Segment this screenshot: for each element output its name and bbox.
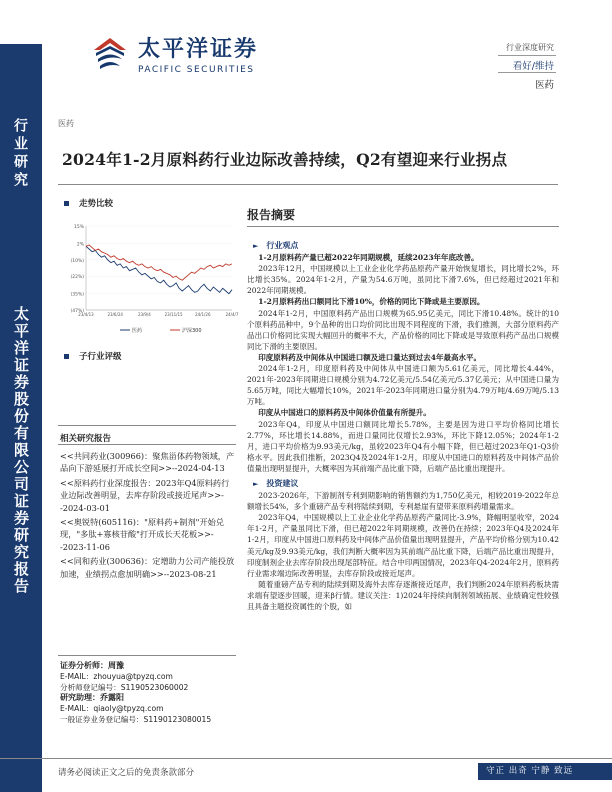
- summary-paragraph: 2024年1-2月，中国原料药产品出口规模为65.95亿美元，同比下滑10.48%。统计的10个原料药品种中，9个品种的出口均价同比出现不同程度的下滑，我们推测，大部分原料药产品出口价格同比实现大幅回升的概率不大，产品价格的同比下降或是导致原料药产品出口规模同比下滑的主要原因。: [247, 308, 559, 351]
- title-divider: [58, 184, 558, 185]
- footer-slogan: 守正 出奇 宁静 致远: [478, 763, 612, 780]
- assistant-email[interactable]: E-MAIL：qiaoly@tpyzq.com: [60, 704, 164, 714]
- related-report-item[interactable]: <<同和药业(300636)：定增助力公司产能投放加速，业绩拐点愈加明确>>--2023-08-21: [60, 556, 235, 579]
- y-tick-label: (35%): [70, 292, 84, 298]
- section-industry-view: ► 行业观点: [253, 240, 299, 250]
- brand-logo: [90, 32, 258, 75]
- assistant-name: 乔露阳: [100, 693, 124, 703]
- analyst-divider: [58, 655, 236, 656]
- summary-highlight: 1-2月原料药出口额同比下滑10%，价格的同比下降或是主要原因。: [258, 297, 485, 307]
- analyst-name: 周豫: [108, 661, 124, 670]
- assistant-cert: 一般证券业务登记编号：S1190123080015: [60, 714, 212, 724]
- x-tick-label: 24/4/7: [225, 312, 239, 317]
- sector-label: 医药: [58, 119, 74, 128]
- y-tick-label: (10%): [70, 258, 84, 264]
- summary-divider: [247, 226, 559, 227]
- logo-emblem-icon: [90, 36, 130, 72]
- series-line-沪深300: [86, 245, 232, 280]
- section-investment-advice: ► 投资建议: [253, 477, 299, 488]
- header-divider: [498, 55, 556, 56]
- analyst-cert: 分析师登记编号：S1190523060002: [60, 682, 189, 692]
- side-band: [0, 44, 42, 792]
- summary-paragraph: 2023年Q4，印度从中国进口额同比增长5.78%，主要是因为进口平均价格同比增长2.77%，环比增长14.88%，而进口量同比仅增长2.93%，环比下降12.05%；2024年1-2月，进口平均价格为9.93美元/kg，虽较2023年Q4有小幅下降，但已超过2023年Q1-Q3价格水平。因此我们推断，2023Q4及2024年1-2月，印度从中国进口的原料药及中间体产品价值量出现明显提升，大概率因为其前端产品比重下降，后端产品比重出现提升。: [247, 419, 559, 473]
- triangle-bullet-icon: ►: [253, 478, 259, 488]
- rating-heading: 子行业评级: [64, 350, 122, 362]
- y-tick-label: 2%: [76, 242, 84, 248]
- related-reports-list: [60, 450, 236, 582]
- side-category: 行业研究: [12, 118, 28, 190]
- footer-disclaimer: 请务必阅读正文之后的免责条款部分: [58, 768, 195, 778]
- analyst-block: 证券分析师：周豫 E-MAIL：zhouyua@tpyzq.com 分析师登记编号：S1190523060002 研究助理：乔露阳 E-MAIL：qiaoly@tpyzq.com 一般证券业务登记编号：S1190123080015: [60, 661, 240, 726]
- related-report-item[interactable]: <<共同药业(300966)：聚焦甾体药物领域，产品向下游延展打开成长空间>>--2024-04-13: [60, 451, 235, 474]
- header-divider: [498, 72, 556, 73]
- legend-label: 沪深300: [182, 327, 202, 334]
- summary-highlight: 1-2月原料药产量已超2022年同期规模，延续2023年年底改善。: [258, 253, 479, 263]
- summary-paragraph: 2023年12月，中国规模以上工业企业化学药品原药产量开始恢复增长，同比增长2%，环比增长35%。2024年1-2月，产量为54.6万吨，虽同比下滑7.6%，但已经超过2021年和2022年同期规模。: [247, 264, 559, 296]
- footer-divider: [0, 758, 612, 759]
- chart-heading: 走势比较: [64, 197, 113, 209]
- related-divider-top: [58, 425, 236, 426]
- trend-chart: [60, 218, 240, 340]
- summary-highlight: 印度原料药及中间体从中国进口额及进口量达到过去4年最高水平。: [258, 352, 481, 362]
- triangle-bullet-icon: ►: [253, 241, 259, 250]
- x-tick-label: 23/6/24: [107, 312, 123, 317]
- summary-paragraph: 2023-2026年，下游制剂专利到期影响的销售额约为1,750亿美元，相较2019-2022年总额增长54%，多个重磅产品专利将陆续到期，专利悬崖有望带来原料药增量需求。: [247, 491, 559, 512]
- page-title: 2024年1-2月原料药行业边际改善持续，Q2有望迎来行业拐点: [62, 150, 508, 169]
- sector-badge: 医药: [534, 80, 554, 91]
- square-bullet-icon: [64, 354, 69, 359]
- summary-body: [247, 240, 559, 612]
- analyst-email[interactable]: E-MAIL：zhouyua@tpyzq.com: [60, 671, 173, 681]
- related-report-item[interactable]: <<原料药行业深度报告：2023年Q4原料药行业边际改善明显，去库存阶段或接近尾声>>--2024-03-01: [60, 477, 230, 513]
- summary-highlight: 印度从中国进口的原料药及中间体价值量有所提升。: [258, 408, 431, 418]
- x-tick-label: 23/11/15: [164, 312, 183, 317]
- related-divider: [58, 444, 236, 445]
- related-report-item[interactable]: <<奥锐特(605116)："原料药+制剂"开始兑现，"多肽+寡核苷酸"打开成长天花板>>--2023-11-06: [60, 517, 225, 552]
- brand-name-en: PACIFIC SECURITIES: [138, 65, 255, 75]
- brand-name: 太平洋证券: [138, 37, 259, 62]
- x-tick-label: 23/4/13: [78, 312, 94, 317]
- x-tick-label: 24/1/26: [195, 312, 211, 317]
- summary-paragraph: 2024年1-2月，印度原料药及中间体从中国进口额为5.61亿美元，同比增长4.44%，2021年-2023年同期进口规模分别为4.72亿美元/5.54亿美元/5.37亿美元；从中国进口量为5.65万吨，同比大幅增长10%，2021年-2023年同期进口量分别为4.79万吨/4.69万吨/5.13万吨。: [247, 364, 559, 407]
- summary-paragraph: 2023年Q4，中国规模以上工业企业化学药品原药产量同比-3.9%，降幅明显收窄，2024年1-2月，产量虽同比下滑，但已超2022年同期规模，改善仍在持续；2023年Q4及2024年1-2月，印度从中国进口原料药及中间体产品价值量出现明显提升，产品平均价格分别为10.42美元/kg及9.93美元/kg，我们判断大概率因为其前端产品比重下降，后端产品比重出现提升，印度制剂企业去库存阶段出现尾部特征。结合中印两国情况，2023年Q4-2024年2月，原料药行业需求端边际改善明显，去库存阶段或接近尾声。: [247, 513, 559, 578]
- x-tick-label: 23/9/4: [137, 312, 151, 317]
- y-tick-label: (47%): [70, 309, 84, 314]
- y-tick-label: (22%): [70, 275, 84, 281]
- legend-label: 医药: [132, 327, 143, 334]
- summary-paragraph: 随着重磅产品专利的陆续到期及海外去库存逐渐接近尾声，我们判断2024年原料药板块需求端有望逐步回暖，迎来β行情。建议关注：1)2024年持续向制剂领域拓展、业绩确定性较强且具备主题投资属性的个股，如: [247, 579, 559, 611]
- square-bullet-icon: [64, 201, 69, 206]
- rating-badge: 看好/维持: [512, 61, 554, 72]
- summary-heading: 报告摘要: [247, 208, 296, 222]
- side-company: 太平洋证券股份有限公司证券研究报告: [12, 306, 30, 595]
- report-type: 行业深度研究: [506, 43, 554, 52]
- y-tick-label: 15%: [73, 225, 84, 230]
- related-heading: 相关研究报告: [60, 434, 112, 444]
